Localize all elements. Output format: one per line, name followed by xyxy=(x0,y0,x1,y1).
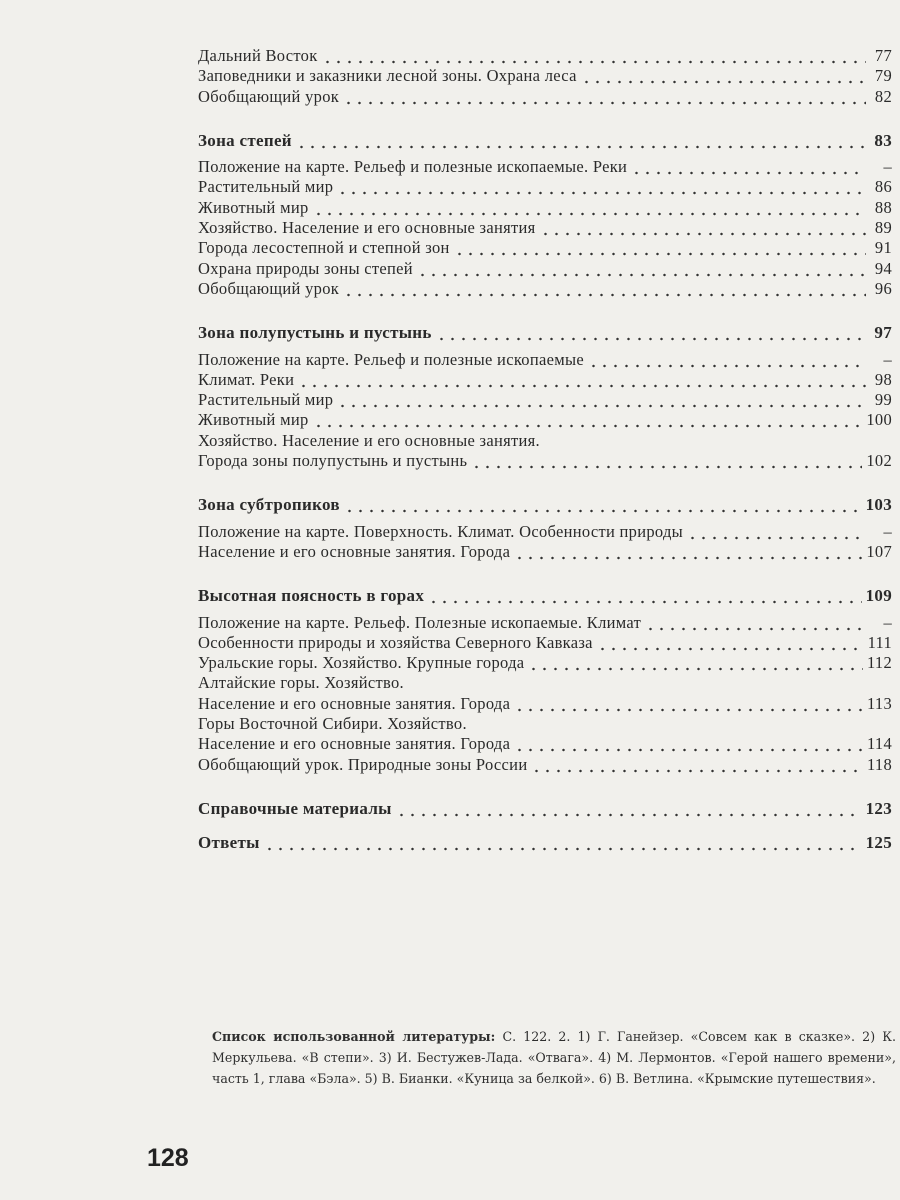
toc-section-desert xyxy=(198,323,892,471)
toc-entry[interactable] xyxy=(198,238,892,258)
toc-entry-label: Охрана природы зоны степей xyxy=(198,258,413,278)
toc-entry-label: Положение на карте. Поверхность. Климат. Особенности природы xyxy=(198,521,684,541)
toc-heading-page: 125 xyxy=(865,833,892,853)
dot-leader xyxy=(436,323,866,343)
toc-entry[interactable] xyxy=(198,218,892,238)
dot-leader xyxy=(454,238,866,258)
toc-entry-label: Обобщающий урок xyxy=(198,86,340,106)
toc-entry[interactable] xyxy=(198,673,892,693)
toc-entry-page: – xyxy=(883,349,892,369)
toc-entry-page: 82 xyxy=(874,86,892,106)
toc-entry[interactable] xyxy=(198,390,892,410)
dot-leader xyxy=(343,87,866,107)
toc-entry-page: 107 xyxy=(866,541,892,561)
toc-entry-label: Растительный мир xyxy=(198,177,334,197)
toc-heading-page: 103 xyxy=(865,495,892,515)
toc-entry[interactable] xyxy=(198,542,892,562)
toc-entry-label: Алтайские горы. Хозяйство. xyxy=(198,673,404,693)
toc-entry-label: Животный мир xyxy=(198,410,309,430)
toc-entry-page: – xyxy=(883,157,892,177)
toc-section-heading[interactable] xyxy=(198,131,892,151)
toc-heading-page: 83 xyxy=(874,130,892,150)
toc-heading-page: 123 xyxy=(865,798,892,818)
toc-entry-label: Города зоны полупустынь и пустынь xyxy=(198,451,468,471)
toc-entry-page: 113 xyxy=(866,693,892,713)
toc-entry[interactable] xyxy=(198,350,892,370)
toc-entry-page: 88 xyxy=(874,197,892,217)
toc-entry[interactable] xyxy=(198,66,892,86)
toc-entry-page: 96 xyxy=(874,278,892,298)
toc-entry[interactable] xyxy=(198,613,892,633)
dot-leader xyxy=(337,177,866,197)
toc-entry[interactable] xyxy=(198,410,892,430)
toc-entry[interactable] xyxy=(198,734,892,754)
references-text: С. 122. 2. 1) Г. Ганейзер. «Совсем как в сказке». 2) К. Меркульева. «В степи». 3) И. Бестужев-Лада. «Отвага». 4) М. Лермонтов. «Герой нашего времени», часть 1, глава «Бэла». 5) В. Бианки. «Куница за белкой». 6) В. Ветлина. «Крымские путешествия». xyxy=(212,1029,896,1086)
toc-entry-label: Города лесостепной и степной зон xyxy=(198,238,450,258)
toc-entry-page: 89 xyxy=(874,218,892,238)
toc-entry-page: 100 xyxy=(866,410,892,430)
toc-entry-label: Обобщающий урок. Природные зоны России xyxy=(198,754,528,774)
toc-entry[interactable] xyxy=(198,694,892,714)
toc-heading-label: Справочные материалы xyxy=(198,798,392,818)
toc-entry[interactable] xyxy=(198,198,892,218)
toc-heading-label: Зона полупустынь и пустынь xyxy=(198,323,432,343)
dot-leader xyxy=(687,522,866,542)
dot-leader xyxy=(337,390,866,410)
dot-leader xyxy=(597,633,864,653)
toc-entry-page: 102 xyxy=(866,451,892,471)
dot-leader xyxy=(343,279,866,299)
toc-entry-page: 118 xyxy=(866,754,892,774)
dot-leader xyxy=(588,350,866,370)
toc-entry-label: Население и его основные занятия. Города xyxy=(198,693,511,713)
toc-heading-page: 109 xyxy=(865,586,892,606)
toc-entry[interactable] xyxy=(198,714,892,734)
toc-entry-page: 98 xyxy=(874,369,892,389)
toc-entry-page: 114 xyxy=(866,734,892,754)
toc-entry[interactable] xyxy=(198,653,892,673)
toc-entry[interactable] xyxy=(198,431,892,451)
toc-entry[interactable] xyxy=(198,177,892,197)
toc-entry[interactable] xyxy=(198,259,892,279)
toc-entry[interactable] xyxy=(198,87,892,107)
toc-section-answers xyxy=(198,833,892,853)
toc-entry-label: Положение на карте. Рельеф и полезные ископаемые. Реки xyxy=(198,157,628,177)
toc-section-heading[interactable] xyxy=(198,833,892,853)
toc-entry-label: Заповедники и заказники лесной зоны. Охрана леса xyxy=(198,66,577,86)
toc-entry-page: 99 xyxy=(874,390,892,410)
toc-heading-label: Высотная поясность в горах xyxy=(198,586,425,606)
table-of-contents xyxy=(198,46,892,878)
dot-leader xyxy=(313,410,863,430)
dot-leader xyxy=(296,131,866,151)
toc-entry-label: Положение на карте. Рельеф. Полезные ископаемые. Климат xyxy=(198,612,642,632)
toc-entry-page: 91 xyxy=(874,238,892,258)
toc-section-heading[interactable] xyxy=(198,799,892,819)
toc-entry-page: 111 xyxy=(867,632,892,652)
dot-leader xyxy=(645,613,866,633)
dot-leader xyxy=(540,218,866,238)
dot-leader xyxy=(471,451,862,471)
toc-entry-label: Обобщающий урок xyxy=(198,278,340,298)
toc-entry-label: Животный мир xyxy=(198,197,309,217)
dot-leader xyxy=(408,673,866,693)
toc-entry-label: Хозяйство. Население и его основные занятия. xyxy=(198,430,540,450)
toc-section-steppe xyxy=(198,131,892,299)
toc-heading-label: Ответы xyxy=(198,833,260,853)
dot-leader xyxy=(313,198,866,218)
references-title: Список использованной литературы: xyxy=(212,1029,496,1044)
dot-leader xyxy=(428,586,861,606)
toc-entry-page: 94 xyxy=(874,258,892,278)
dot-leader xyxy=(264,833,862,853)
toc-entry-page: 77 xyxy=(874,46,892,65)
dot-leader xyxy=(528,653,863,673)
dot-leader xyxy=(322,46,866,66)
dot-leader xyxy=(514,694,863,714)
dot-leader xyxy=(514,542,862,562)
toc-entry[interactable] xyxy=(198,755,892,775)
toc-heading-page: 97 xyxy=(874,323,892,343)
toc-section-subtropics xyxy=(198,495,892,562)
toc-entry[interactable] xyxy=(198,451,892,471)
toc-entry[interactable] xyxy=(198,46,892,66)
toc-section-forest-end xyxy=(198,46,892,107)
toc-entry-label: Население и его основные занятия. Города xyxy=(198,734,511,754)
dot-leader xyxy=(298,370,866,390)
toc-entry[interactable] xyxy=(198,370,892,390)
toc-entry-page: 112 xyxy=(866,653,892,673)
references-footnote xyxy=(212,1026,896,1089)
dot-leader xyxy=(544,431,866,451)
dot-leader xyxy=(471,714,866,734)
toc-entry-label: Горы Восточной Сибири. Хозяйство. xyxy=(198,714,467,734)
toc-entry-label: Уральские горы. Хозяйство. Крупные города xyxy=(198,653,525,673)
dot-leader xyxy=(581,66,866,86)
toc-heading-label: Зона субтропиков xyxy=(198,495,340,515)
toc-entry-label: Особенности природы и хозяйства Северного Кавказа xyxy=(198,632,593,652)
toc-entry-page: – xyxy=(883,612,892,632)
toc-entry[interactable] xyxy=(198,633,892,653)
dot-leader xyxy=(631,157,866,177)
toc-section-heading[interactable] xyxy=(198,586,892,606)
dot-leader xyxy=(531,755,863,775)
toc-section-reference xyxy=(198,799,892,819)
toc-entry[interactable] xyxy=(198,157,892,177)
toc-entry-label: Дальний Восток xyxy=(198,46,318,65)
toc-section-mountains xyxy=(198,586,892,775)
toc-entry-label: Положение на карте. Рельеф и полезные ископаемые xyxy=(198,349,584,369)
toc-entry-page: – xyxy=(883,521,892,541)
toc-section-heading[interactable] xyxy=(198,323,892,343)
dot-leader xyxy=(396,799,862,819)
toc-entry[interactable] xyxy=(198,522,892,542)
toc-entry-label: Климат. Реки xyxy=(198,369,295,389)
toc-section-heading[interactable] xyxy=(198,495,892,515)
toc-entry-page: 86 xyxy=(874,177,892,197)
toc-entry[interactable] xyxy=(198,279,892,299)
dot-leader xyxy=(417,259,866,279)
page-number: 128 xyxy=(147,1144,189,1172)
toc-entry-label: Растительный мир xyxy=(198,390,334,410)
toc-entry-page: 79 xyxy=(874,66,892,86)
dot-leader xyxy=(344,495,862,515)
toc-heading-label: Зона степей xyxy=(198,130,292,150)
dot-leader xyxy=(514,734,863,754)
toc-entry-label: Население и его основные занятия. Города xyxy=(198,541,511,561)
toc-entry-label: Хозяйство. Население и его основные занятия xyxy=(198,218,536,238)
